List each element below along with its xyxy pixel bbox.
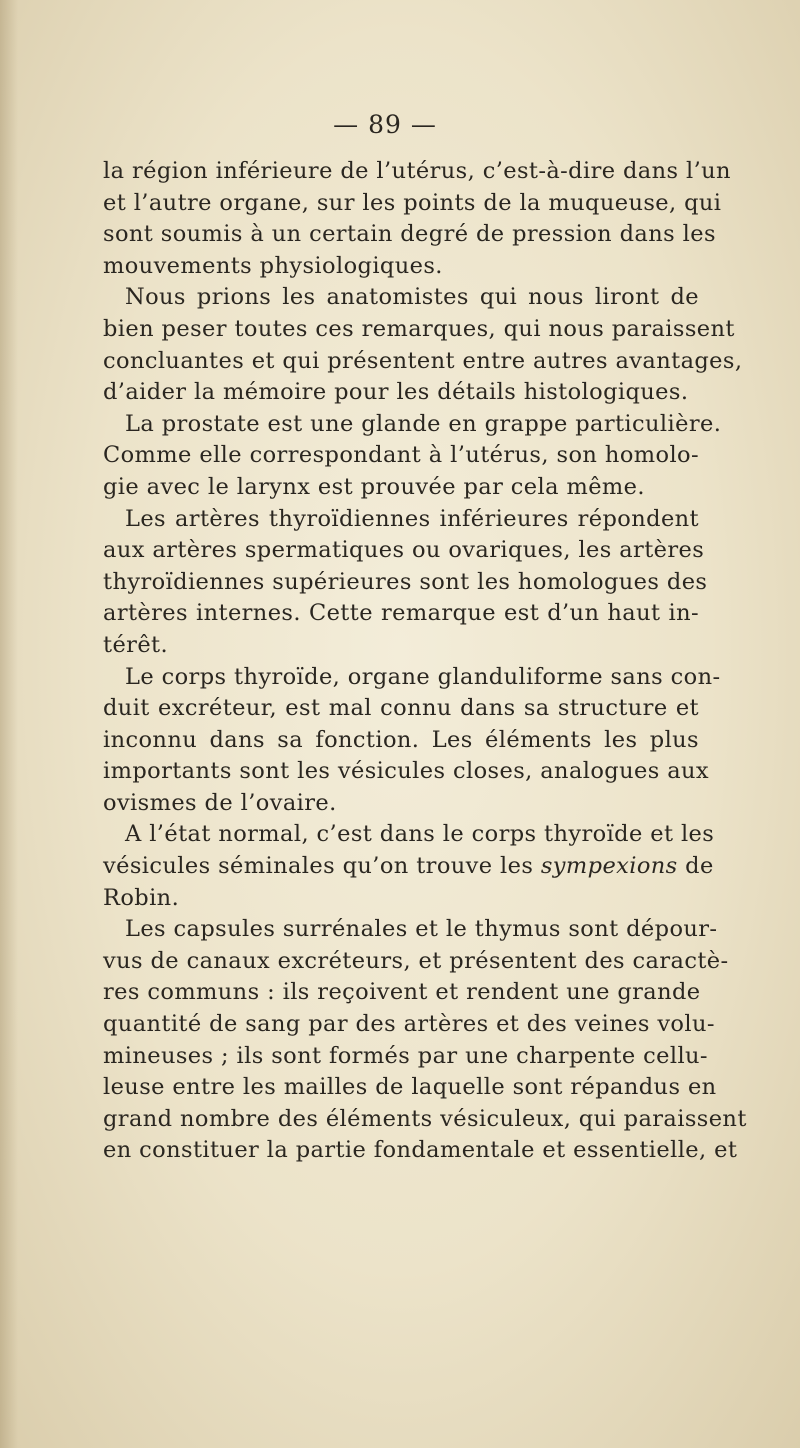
text-line: la région inférieure de l’utérus, c’est-à-dire dans l’un (103, 158, 731, 184)
text-line: mouvements physiologiques. (103, 252, 443, 279)
text-line: leuse entre les mailles de laquelle sont répandus en (103, 1074, 717, 1101)
text-line: bien peser toutes ces remarques, qui nous paraissent (103, 315, 735, 342)
text-line: mineuses ; ils sont formés par une charpente cellu- (103, 1042, 708, 1069)
text-line: térêt. (103, 631, 169, 658)
text-line: artères internes. Cette remarque est d’un haut in- (103, 600, 699, 627)
text-line: ovismes de l’ovaire. (103, 789, 337, 816)
body-text (103, 156, 747, 1167)
text-line: sont soumis à un certain degré de pression dans les (103, 221, 716, 248)
text-line: Robin. (103, 884, 180, 911)
text-line: Les capsules surrénales et le thymus sont dépour- (125, 916, 718, 943)
text-line: en constituer la partie fondamentale et essentielle, et (103, 1137, 738, 1164)
text-line: Les artères thyroïdiennes inférieures répondent (125, 505, 699, 532)
text-line: Nous prions les anatomistes qui nous liront de (125, 284, 699, 311)
italic-term: sympexions (540, 853, 678, 880)
text-line: Comme elle correspondant à l’utérus, son homolo- (103, 442, 699, 469)
text-line: importants sont les vésicules closes, analogues aux (103, 758, 710, 785)
text-line: inconnu dans sa fonction. Les éléments les plus (103, 726, 699, 753)
text-line: thyroïdiennes supérieures sont les homologues des (103, 568, 708, 595)
text-line: duit excréteur, est mal connu dans sa structure et (103, 695, 699, 722)
text-line: Le corps thyroïde, organe glanduliforme sans con- (125, 663, 721, 690)
text-line: quantité de sang par des artères et des veines volu- (103, 1011, 715, 1038)
text-line: d’aider la mémoire pour les détails histologiques. (103, 379, 689, 406)
text-line: vus de canaux excréteurs, et présentent des caractè- (103, 947, 729, 974)
text-line: grand nombre des éléments vésiculeux, qui paraissent (103, 1105, 747, 1132)
text-line: A l’état normal, c’est dans le corps thyroïde et les (125, 821, 715, 848)
text-line: concluantes et qui présentent entre autres avantages, (103, 347, 743, 374)
text-line: gie avec le larynx est prouvée par cela même. (103, 473, 645, 500)
text-line: res communs : ils reçoivent et rendent une grande (103, 979, 701, 1006)
text-line: et l’autre organe, sur les points de la muqueuse, qui (103, 189, 722, 216)
page-number: — 89 — (333, 110, 437, 139)
text-line: La prostate est une glande en grappe particulière. (125, 410, 722, 437)
text-segment: vésicules séminales qu’on trouve les (103, 853, 541, 880)
text-line (103, 851, 714, 883)
text-segment: de (677, 853, 714, 880)
text-line: aux artères spermatiques ou ovariques, les artères (103, 537, 705, 564)
page-edge-shadow (0, 0, 18, 1448)
